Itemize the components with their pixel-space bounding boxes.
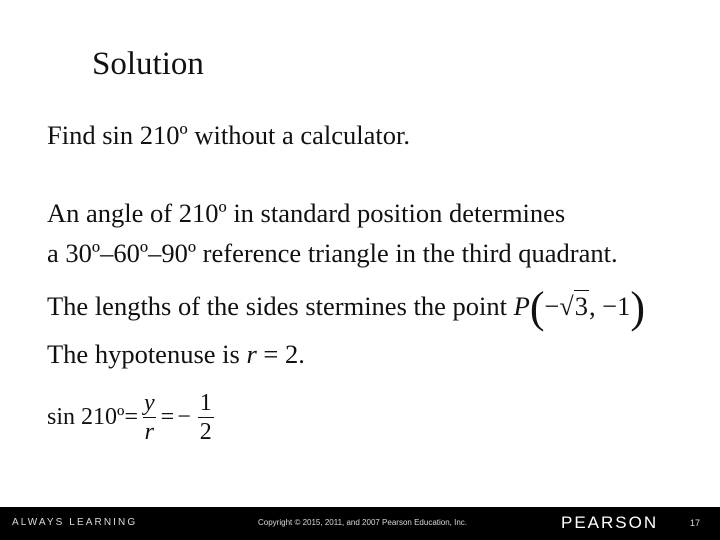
fraction-denominator-2: 2 [199, 418, 212, 445]
fraction-numerator-1: 1 [199, 389, 212, 416]
sqrt-symbol: √ [559, 292, 574, 321]
page-number: 17 [690, 518, 701, 528]
point-line [47, 283, 646, 332]
fraction-numerator-y: y [144, 389, 155, 416]
fraction-y-over-r [142, 389, 157, 446]
open-paren: ( [529, 283, 545, 332]
equation-lhs: sin 210º [47, 403, 125, 430]
equals-sign-2: = [160, 403, 175, 430]
hypotenuse-text: The hypotenuse is [47, 339, 247, 369]
close-paren: ) [630, 283, 646, 332]
explanation-line-1: An angle of 210º in standard position determines [47, 198, 566, 228]
point-line-text: The lengths of the sides stermines the point [47, 291, 514, 321]
point-label: P [513, 291, 530, 321]
fraction-denominator-r: r [144, 418, 154, 445]
hypotenuse-value: = 2. [256, 339, 305, 369]
footer-bar [0, 507, 720, 540]
problem-statement: Find sin 210º without a calculator. [47, 120, 410, 150]
pearson-logo: PEARSON [561, 513, 659, 532]
sine-equation [47, 382, 218, 452]
equals-sign-1: = [124, 403, 138, 430]
radicand: 3 [574, 291, 588, 321]
footer-tagline: ALWAYS LEARNING [12, 517, 138, 528]
explanation-line-2: a 30º–60º–90º reference triangle in the third quadrant. [47, 238, 618, 268]
hypotenuse-var: r [246, 339, 257, 369]
footer-copyright: Copyright © 2015, 2011, and 2007 Pearson Education, Inc. [258, 518, 467, 527]
slide-title: Solution [92, 46, 204, 82]
negative-sign: − [177, 403, 191, 430]
fraction-one-half [198, 389, 214, 446]
hypotenuse-line [47, 338, 305, 370]
minus-sign: − [544, 291, 560, 321]
point-y: , −1 [588, 291, 631, 321]
